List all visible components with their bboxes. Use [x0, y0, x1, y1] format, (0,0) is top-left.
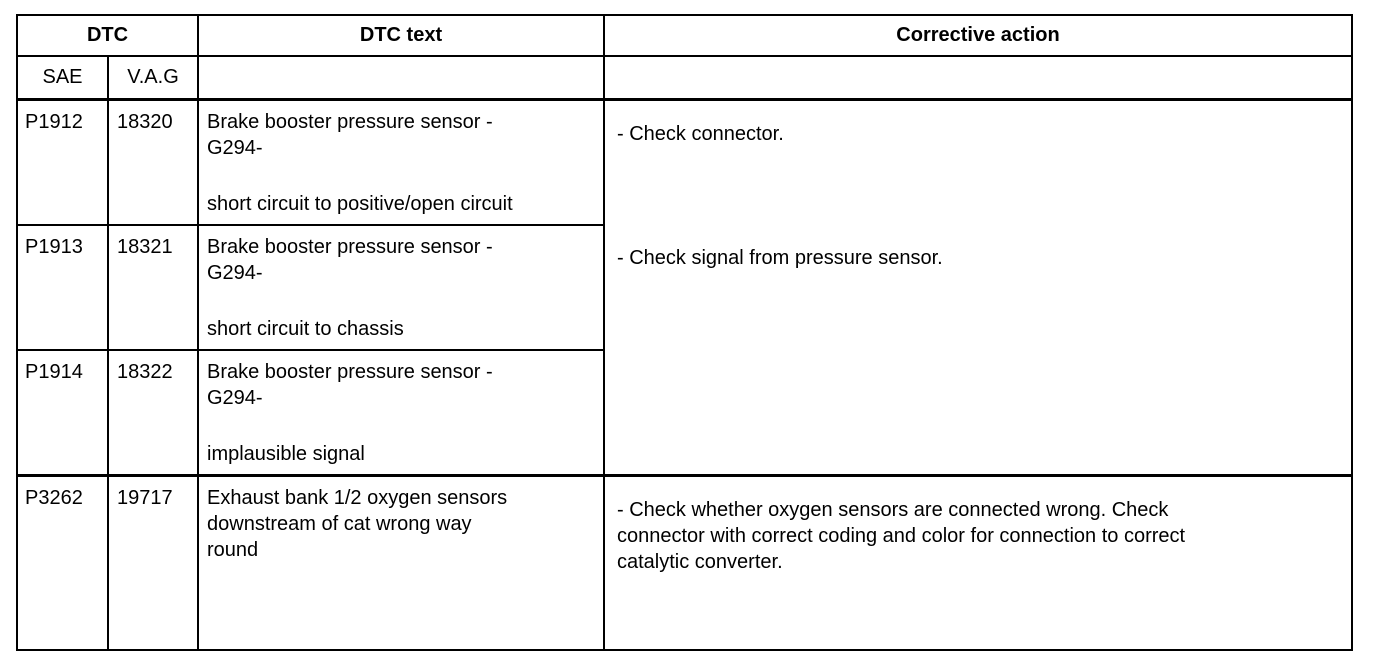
header-sae: SAE	[42, 66, 83, 88]
row-2-text-detail: short circuit to chassis	[207, 318, 404, 340]
row-1-sae: P1912	[25, 111, 83, 133]
row-2-sae: P1913	[25, 236, 83, 258]
row-3-text-detail: implausible signal	[207, 443, 365, 465]
table-border-bottom	[16, 649, 1353, 651]
group-divider	[16, 474, 1353, 477]
row-3-vag: 18322	[117, 361, 173, 383]
row-divider-2	[16, 349, 605, 351]
col-divider-sae-vag	[107, 55, 109, 651]
action-check-signal: - Check signal from pressure sensor.	[617, 247, 943, 269]
row-4-sae: P3262	[25, 487, 83, 509]
header-dtc-text: DTC text	[359, 24, 443, 46]
table-border-left	[16, 14, 18, 651]
header-bottom-border	[16, 98, 1353, 101]
row-1-text: Brake booster pressure sensor - G294-	[207, 111, 493, 159]
col-divider-text-action	[603, 14, 605, 651]
header-divider	[16, 55, 1353, 57]
header-dtc: DTC	[86, 24, 129, 46]
row-4-vag: 19717	[117, 487, 173, 509]
row-3-sae: P1914	[25, 361, 83, 383]
header-corrective-action: Corrective action	[896, 24, 1060, 46]
col-divider-vag-text	[197, 14, 199, 651]
row-2-vag: 18321	[117, 236, 173, 258]
table-border-top	[16, 14, 1353, 16]
action-check-connector: - Check connector.	[617, 123, 784, 145]
table-border-right	[1351, 14, 1353, 651]
header-vag: V.A.G	[127, 66, 179, 88]
row-divider-1	[16, 224, 605, 226]
row-4-text: Exhaust bank 1/2 oxygen sensors downstream of cat wrong way round	[207, 487, 508, 561]
row-2-text: Brake booster pressure sensor - G294-	[207, 236, 493, 284]
row-1-vag: 18320	[117, 111, 173, 133]
row-1-text-detail: short circuit to positive/open circuit	[207, 193, 513, 215]
row-3-text: Brake booster pressure sensor - G294-	[207, 361, 493, 409]
action-oxygen-sensors: - Check whether oxygen sensors are connected wrong. Check connector with correct coding and color for connection to correct catalytic converter.	[617, 499, 1186, 573]
